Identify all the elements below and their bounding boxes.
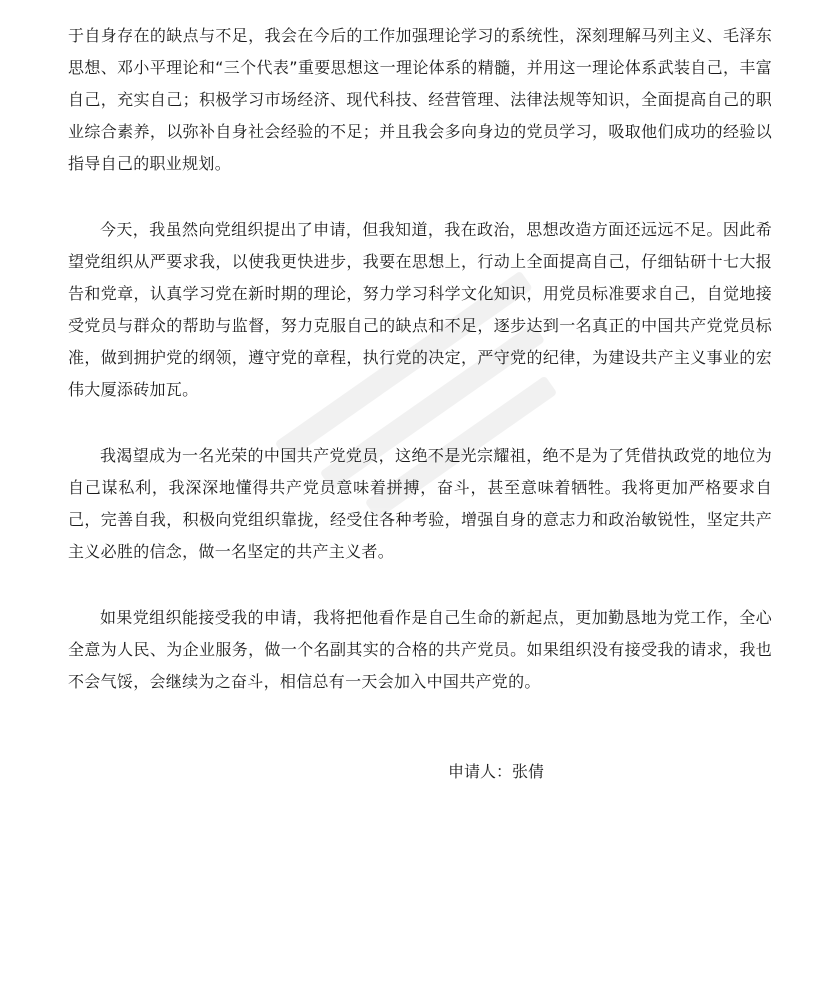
paragraph-application: 今天，我虽然向党组织提出了申请，但我知道，我在政治，思想改造方面还远远不足。因此希望党组织从严要求我，以使我更快进步，我要在思想上，行动上全面提高自己，仔细钻研十七大报告和党章，认真学习党在新时期的理论，努力学习科学文化知识，用党员标准要求自己，自觉地接受党员与群众的帮助与监督，努力克服自己的缺点和不足，逐步达到一名真正的中国共产党党员标准，做到拥护党的纲领，遵守党的章程，执行党的决定，严守党的纪律，为建设共产主义事业的宏伟大厦添砖加瓦。 — [68, 220, 772, 399]
paragraph-aspiration: 我渴望成为一名光荣的中国共产党党员，这绝不是光宗耀祖，绝不是为了凭借执政党的地位为自己谋私利，我深深地懂得共产党员意味着拼搏，奋斗，甚至意味着牺牲。我将更加严格要求自己，完善自我，积极向党组织靠拢，经受住各种考验，增强自身的意志力和政治敏锐性，坚定共产主义必胜的信念，做一名坚定的共产主义者。 — [68, 446, 772, 561]
paragraph-continuation: 于自身存在的缺点与不足，我会在今后的工作加强理论学习的系统性，深刻理解马列主义、毛泽东思想、邓小平理论和“三个代表”重要思想这一理论体系的精髓，并用这一理论体系武装自己，丰富自己，充实自己；积极学习市场经济、现代科技、经营管理、法律法规等知识，全面提高自己的职业综合素养，以弥补自身社会经验的不足；并且我会多向身边的党员学习，吸取他们成功的经验以指导自己的职业规划。 — [68, 26, 772, 173]
document-body — [68, 20, 772, 732]
applicant-signature: 申请人：张倩 — [448, 762, 545, 781]
paragraph-commitment: 如果党组织能接受我的申请，我将把他看作是自己生命的新起点，更加勤恳地为党工作，全心全意为人民、为企业服务，做一个名副其实的合格的共产党员。如果组织没有接受我的请求，我也不会气馁，会继续为之奋斗，相信总有一天会加入中国共产党的。 — [68, 608, 772, 691]
